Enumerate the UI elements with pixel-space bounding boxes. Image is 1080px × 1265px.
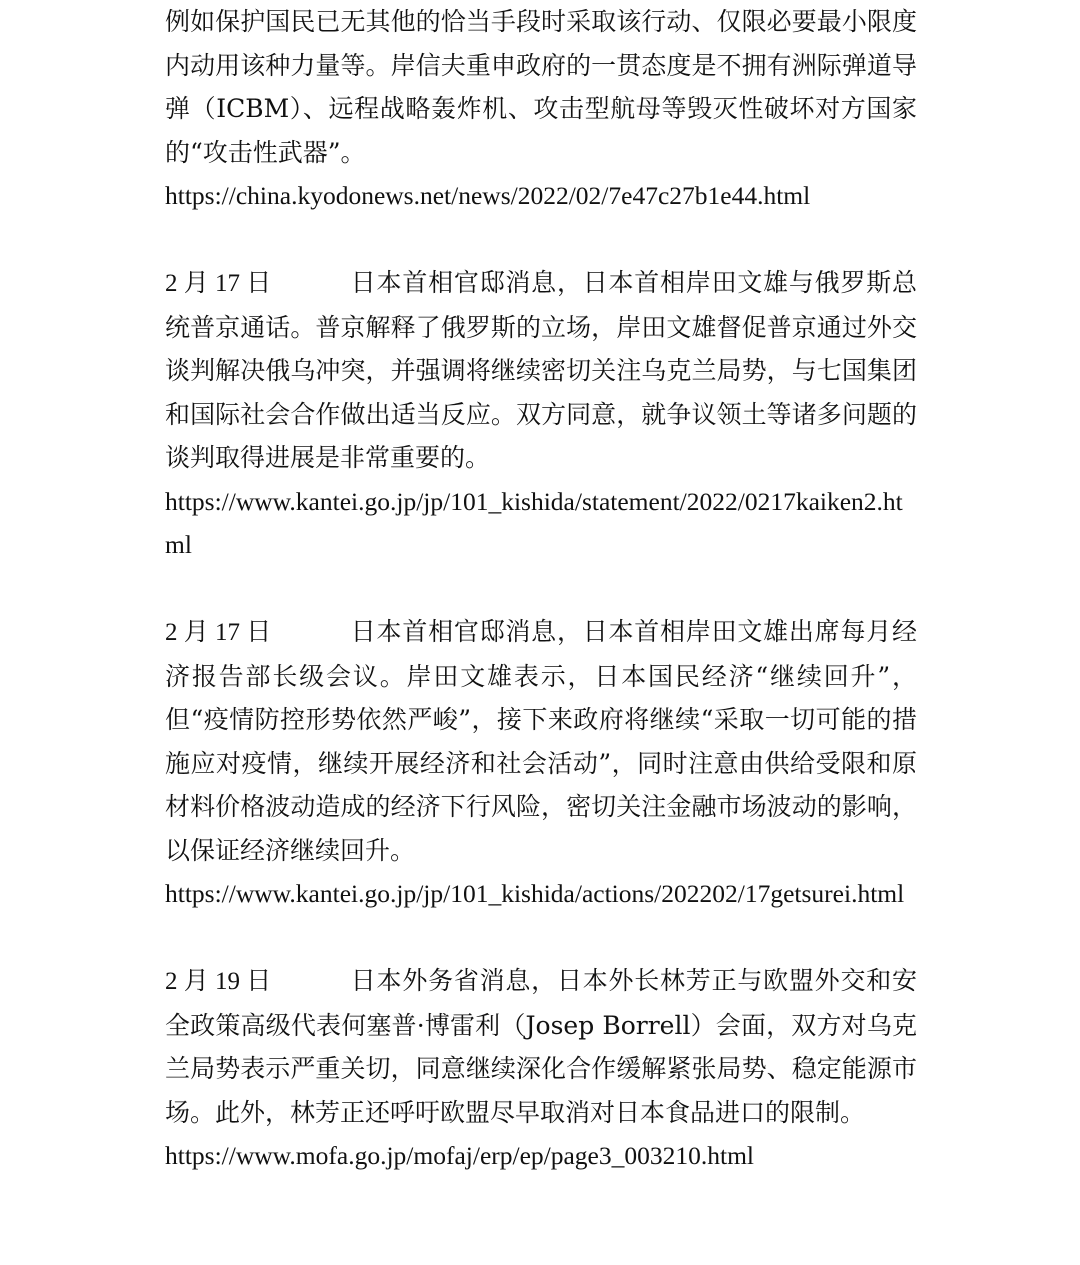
news-entry — [165, 610, 917, 916]
lead-paragraph: 例如保护国民已无其他的恰当手段时采取该行动、仅限必要最小限度内动用该种力量等。岸信夫重申政府的一贯态度是不拥有洲际弹道导弹（ICBM）、远程战略轰炸机、攻击型航母等毁灭性破坏对方国家的“攻击性武器”。 — [165, 7, 917, 167]
entry-text: 日本首相官邸消息，日本首相岸田文雄出席每月经济报告部长级会议。岸田文雄表示，日本国民经济“继续回升”，但“疫情防控形势依然严峻”，接下来政府将继续“采取一切可能的措施应对疫情，继续开展经济和社会活动”，同时注意由供给受限和原材料价格波动造成的经济下行风险，密切关注金融市场波动的影响，以保证经济继续回升。 — [165, 617, 917, 865]
entry-date: 2 月 19 日 — [165, 968, 272, 995]
text-column — [165, 0, 917, 1178]
entry-paragraph — [165, 261, 917, 480]
source-link[interactable]: https://www.kantei.go.jp/jp/101_kishida/actions/202202/17getsurei.html — [165, 879, 905, 908]
entry-paragraph — [165, 959, 917, 1134]
entry-text: 日本外务省消息，日本外长林芳正与欧盟外交和安全政策高级代表何塞普·博雷利（Josep Borrell）会面，双方对乌克兰局势表示严重关切，同意继续深化合作缓解紧张局势、稳定能源市场。此外，林芳正还呼吁欧盟尽早取消对日本食品进口的限制。 — [165, 966, 917, 1127]
entry-paragraph — [165, 610, 917, 872]
source-link[interactable]: https://www.kantei.go.jp/jp/101_kishida/statement/2022/0217kaiken2.html — [165, 486, 903, 559]
entry-text: 日本首相官邸消息，日本首相岸田文雄与俄罗斯总统普京通话。普京解释了俄罗斯的立场，岸田文雄督促普京通过外交谈判解决俄乌冲突，并强调将继续密切关注乌克兰局势，与七国集团和国际社会合作做出适当反应。双方同意，就争议领土等诸多问题的谈判取得进展是非常重要的。 — [165, 268, 917, 472]
source-link[interactable]: https://china.kyodonews.net/news/2022/02/7e47c27b1e44.html — [165, 181, 811, 210]
news-entry — [165, 261, 917, 567]
news-entry — [165, 959, 917, 1178]
source-link[interactable]: https://www.mofa.go.jp/mofaj/erp/ep/page3_003210.html — [165, 1141, 755, 1170]
entry-date: 2 月 17 日 — [165, 619, 272, 646]
entry-date: 2 月 17 日 — [165, 270, 272, 297]
